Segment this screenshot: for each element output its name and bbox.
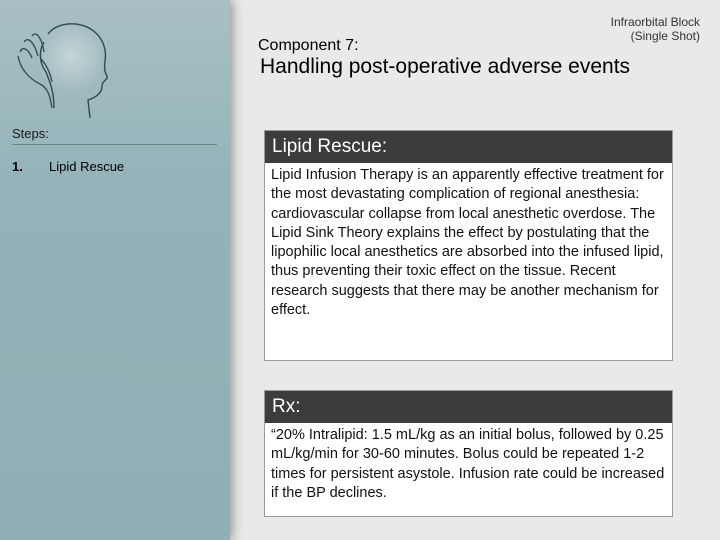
sidebar xyxy=(0,0,230,540)
card-heading: Rx: xyxy=(265,391,672,423)
card-body: “20% Intralipid: 1.5 mL/kg as an initial bolus, followed by 0.25 mL/kg/min for 30-60 minutes. Bolus could be repeated 1-2 times for persistent asystole. Infusion rate could be increased if the BP declines. xyxy=(271,427,665,501)
step-number: 1. xyxy=(12,159,23,174)
course-title-line1: Infraorbital Block xyxy=(610,15,700,29)
rx-card xyxy=(264,390,673,517)
card-heading: Lipid Rescue: xyxy=(265,131,672,163)
page-title: Handling post-operative adverse events xyxy=(260,55,631,78)
lipid-rescue-card xyxy=(264,130,673,361)
component-label: Component 7: xyxy=(258,37,359,54)
step-label: Lipid Rescue xyxy=(49,159,125,174)
course-title xyxy=(611,15,700,43)
course-title-line2: (Single Shot) xyxy=(630,29,700,43)
card-body: Lipid Infusion Therapy is an apparently effective treatment for the most devastating complication of regional anesthesia: cardiovascular collapse from local anesthetic overdose. The Lipid Sink Theory explains the effect by postulating that the lipophilic local anesthetics are absorbed into the infused lipid, thus preventing their toxic effect on the tissue. Recent research suggests that there may be another mechanism for effect. xyxy=(271,167,664,319)
head-profile-hand-icon xyxy=(10,12,120,122)
steps-divider xyxy=(12,144,217,145)
steps-label: Steps: xyxy=(12,126,49,141)
